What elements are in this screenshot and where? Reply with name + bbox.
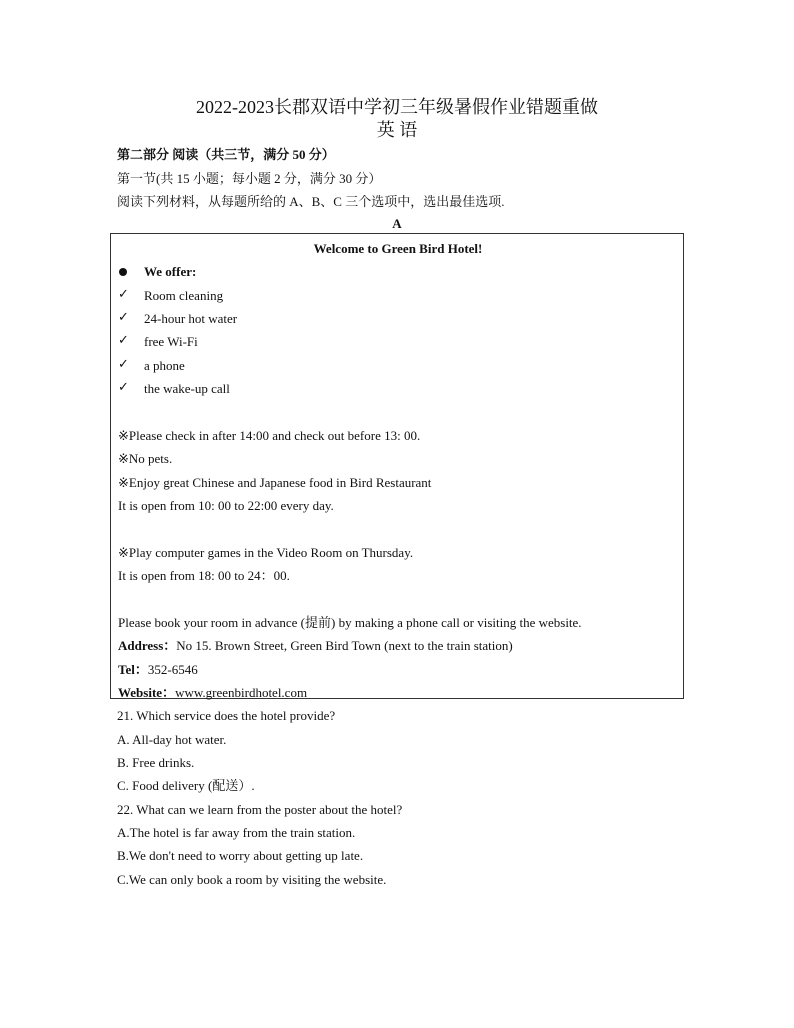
worksheet-title: 2022-2023长郡双语中学初三年级暑假作业错题重做	[196, 97, 598, 117]
address-line	[118, 637, 513, 655]
checkmark-icon: ✓	[118, 356, 129, 371]
part-heading: 第二部分 阅读（共三节，满分 50 分）	[117, 147, 335, 162]
address-label: Address：	[118, 638, 177, 653]
offer-item: Room cleaning	[144, 288, 224, 303]
offer-item: a phone	[144, 358, 185, 373]
tel-value: 352-6546	[147, 662, 198, 677]
checkmark-icon: ✓	[118, 286, 129, 301]
question-stem: 21. Which service does the hotel provide?	[117, 708, 336, 723]
subsection-heading: 第一节(共 15 小题；每小题 2 分，满分 30 分）	[117, 171, 382, 186]
checkmark-icon: ✓	[118, 309, 129, 324]
offer-item: the wake-up call	[144, 381, 230, 396]
restaurant-hours: It is open from 10: 00 to 22:00 every day.	[118, 498, 334, 513]
instruction-text: 阅读下列材料，从每题所给的 A、B、C 三个选项中，选出最佳选项.	[117, 194, 505, 209]
subject-title: 英 语	[376, 120, 418, 140]
question-stem: 22. What can we learn from the poster about the hotel?	[117, 802, 403, 817]
games-info: ※Play computer games in the Video Room on Thursday.	[118, 545, 414, 560]
website-value: www.greenbirdhotel.com	[175, 685, 308, 700]
booking-info: Please book your room in advance (提前) by making a phone call or visiting the website.	[118, 615, 582, 630]
question-option: A.The hotel is far away from the train station.	[117, 825, 356, 840]
notice-title: Welcome to Green Bird Hotel!	[313, 241, 483, 256]
restaurant-info: ※Enjoy great Chinese and Japanese food in Bird Restaurant	[118, 475, 432, 490]
tel-line	[118, 661, 198, 679]
website-label: Website：	[118, 685, 176, 700]
website-line	[118, 684, 307, 702]
offer-heading: We offer:	[144, 264, 197, 279]
offer-item: free Wi-Fi	[144, 334, 198, 349]
checkmark-icon: ✓	[118, 332, 129, 347]
question-option: A. All-day hot water.	[117, 732, 227, 747]
question-option: C. Food delivery (配送）.	[117, 778, 255, 793]
address-value: No 15. Brown Street, Green Bird Town (next to the train station)	[176, 638, 513, 653]
pets-rule: ※No pets.	[118, 451, 173, 466]
offer-item: 24-hour hot water	[144, 311, 238, 326]
question-option: B. Free drinks.	[117, 755, 195, 770]
question-option: C.We can only book a room by visiting the website.	[117, 872, 387, 887]
checkin-rule: ※Please check in after 14:00 and check out before 13: 00.	[118, 428, 421, 443]
checkmark-icon: ✓	[118, 379, 129, 394]
games-hours: It is open from 18: 00 to 24：00.	[118, 568, 290, 583]
hotel-notice-box	[110, 233, 684, 699]
tel-label: Tel：	[118, 662, 148, 677]
question-option: B.We don't need to worry about getting up late.	[117, 848, 364, 863]
passage-label: A	[392, 216, 402, 231]
bullet-icon	[119, 268, 127, 276]
